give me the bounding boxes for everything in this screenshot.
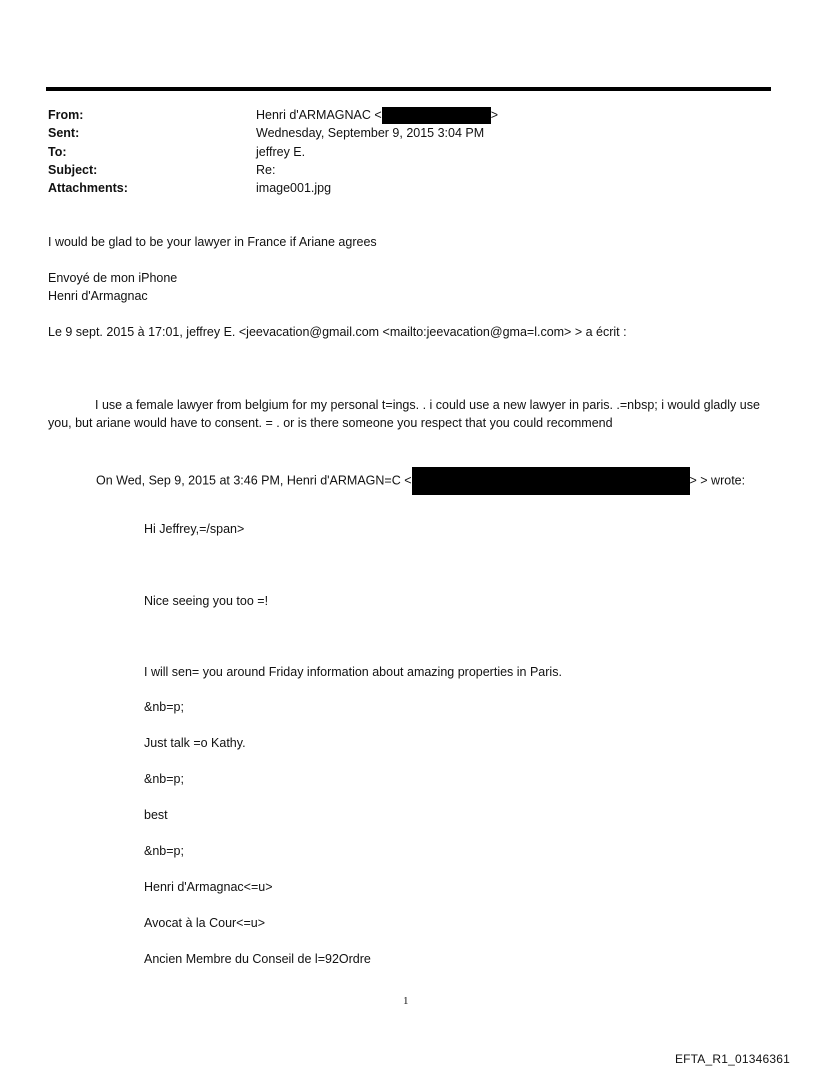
redaction-block (412, 467, 690, 495)
subject-value: Re: (256, 163, 276, 177)
quote-intro: Le 9 sept. 2015 à 17:01, jeffrey E. <jeevacation@gmail.com <mailto:jeevacation@gma=l.com> > a écrit : (48, 325, 627, 339)
to-label: To: (48, 145, 67, 159)
quoted-nice: Nice seeing you too =! (144, 594, 269, 608)
from-value-end: > (490, 108, 498, 122)
sent-value: Wednesday, September 9, 2015 3:04 PM (256, 126, 485, 140)
signature-device: Envoyé de mon iPhone (48, 271, 178, 285)
on-wed-prefix: On Wed, Sep 9, 2015 at 3:46 PM, Henri d'ARMAGN=C < (96, 473, 412, 488)
quoted-signature-council: Ancien Membre du Conseil de l=92Ordre (144, 952, 371, 966)
from-name: Henri d'ARMAGNAC < (256, 108, 382, 122)
signature-name: Henri d'Armagnac (48, 289, 148, 303)
quoted-best: best (144, 808, 168, 822)
quoted-will-send: I will sen= you around Friday information about amazing properties in Paris. (144, 665, 562, 679)
reply-line: I would be glad to be your lawyer in France if Ariane agrees (48, 235, 377, 249)
quoted-nbsp: &nb=p; (144, 772, 184, 786)
redaction-block (382, 107, 491, 124)
header-rule (46, 87, 771, 91)
attachment-filename: image001.jpg (256, 181, 332, 195)
attachments-label: Attachments: (48, 181, 128, 195)
to-value: jeffrey E. (256, 145, 306, 159)
jeffrey-message: I use a female lawyer from belgium for my personal t=ings. . i could use a new lawyer in paris. .=nbsp; i would gladly use you, but ariane would have to consent. = . or is there someone you respect that you could recommend (48, 398, 760, 430)
quoted-nbsp: &nb=p; (144, 700, 184, 714)
sent-label: Sent: (48, 126, 80, 140)
quoted-signature-name: Henri d'Armagnac<=u> (144, 880, 273, 894)
subject-label: Subject: (48, 163, 98, 177)
from-label: From: (48, 108, 84, 122)
on-wed-line (96, 467, 745, 495)
page-number: 1 (403, 995, 409, 1007)
from-value (256, 106, 498, 124)
quoted-greeting: Hi Jeffrey,=/span> (144, 522, 245, 536)
quoted-talk: Just talk =o Kathy. (144, 736, 246, 750)
quoted-nbsp: &nb=p; (144, 844, 184, 858)
quoted-signature-title: Avocat à la Cour<=u> (144, 916, 266, 930)
document-id: EFTA_R1_01346361 (674, 1052, 790, 1066)
on-wed-suffix: > > wrote: (689, 473, 746, 488)
